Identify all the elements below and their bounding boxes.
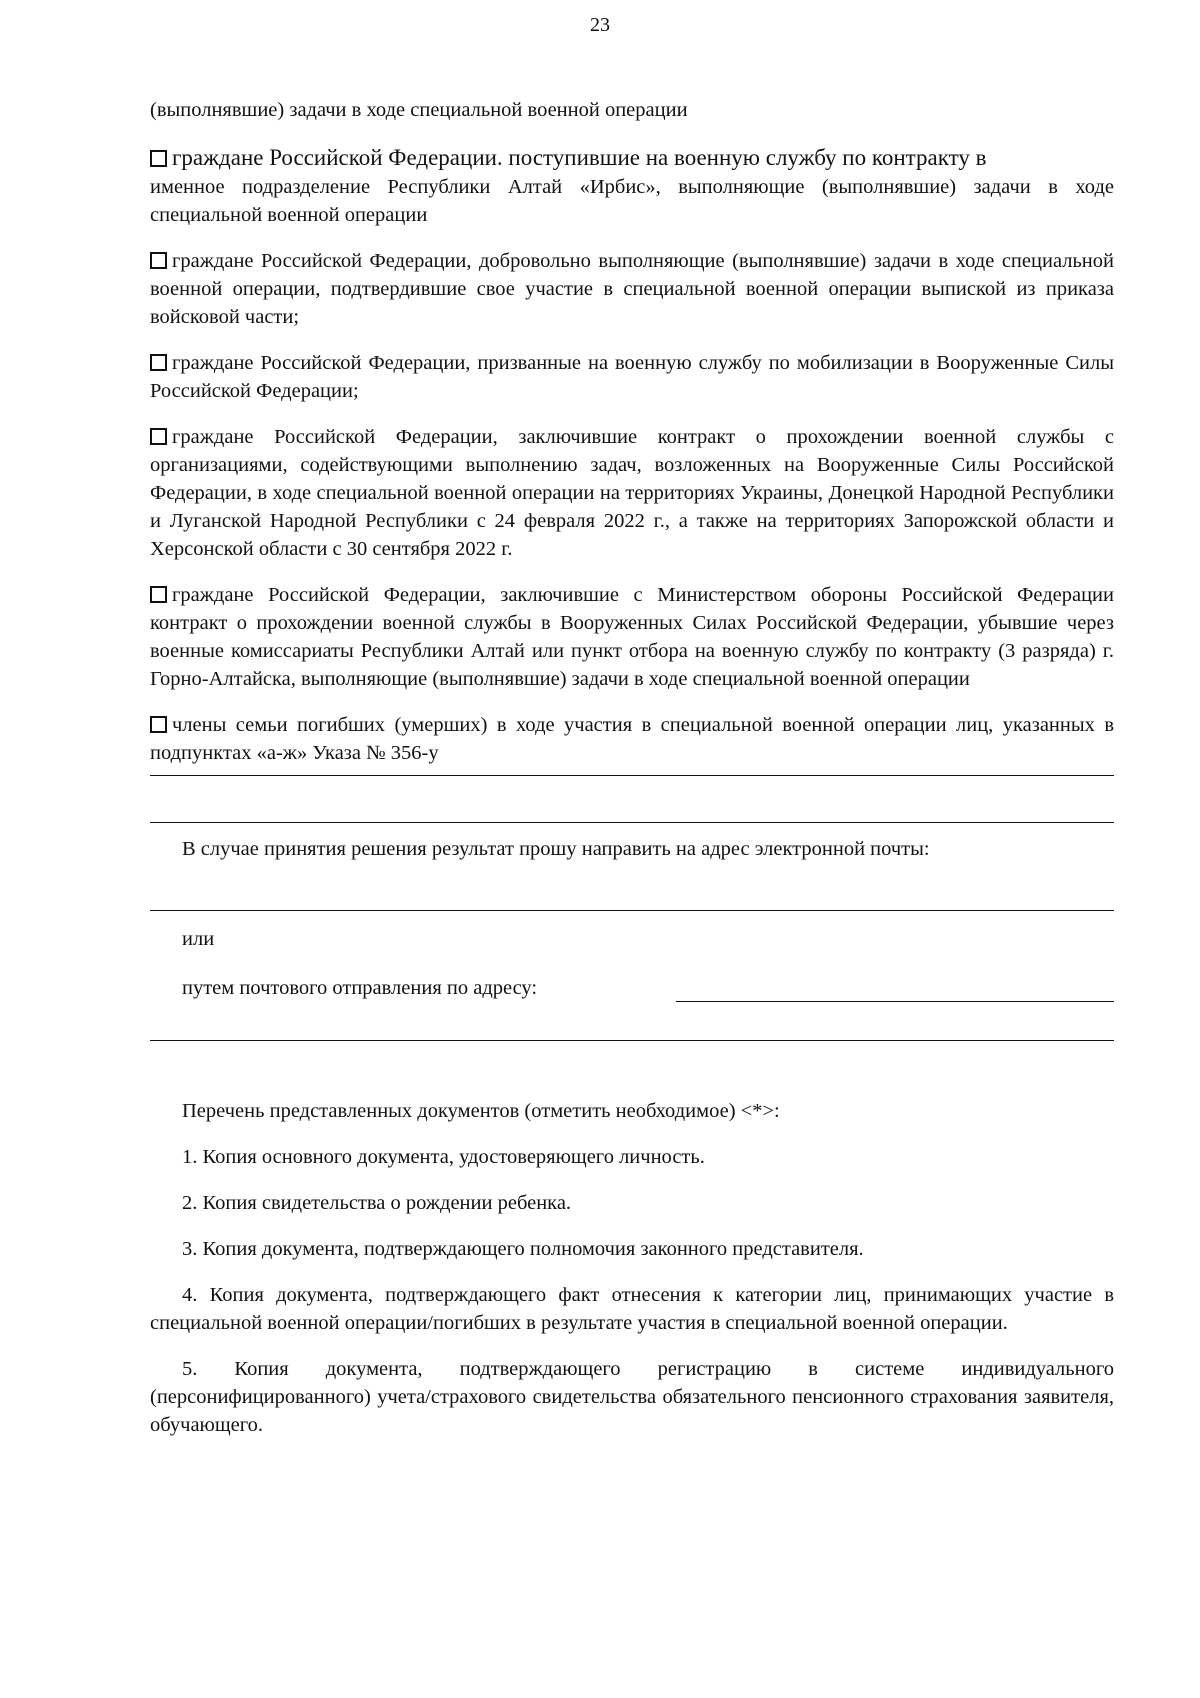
postal-address-field[interactable] [676, 1001, 1114, 1002]
documents-list [150, 1097, 1114, 1439]
checkbox-item-irbis [150, 144, 1114, 229]
checkbox-item-irbis-line1: граждане Российской Федерации. поступившие на военную службу по контракту в [172, 145, 987, 170]
blank-line-1[interactable] [150, 775, 1114, 776]
checkbox-contract-organizations[interactable] [150, 428, 167, 445]
postal-address-line-2[interactable] [150, 1040, 1114, 1041]
checkbox-irbis[interactable] [150, 150, 167, 167]
checkbox-mobilized[interactable] [150, 354, 167, 371]
checkbox-item-ministry-contract-text: граждане Российской Федерации, заключившие с Министерством обороны Российской Федерации контракт о прохождении военной службы в Вооруженных Силах Российской Федерации, убывшие через военные комиссариаты Республики Алтай или пункт отбора на военную службу по контракту (3 разряда) г. Горно-Алтайска, выполняющие (выполнявшие) задачи в ходе специальной военной операции [150, 584, 1114, 690]
postal-delivery-text: путем почтового отправления по адресу: [182, 977, 538, 999]
checkbox-item-contract-organizations [150, 423, 1114, 563]
checkbox-item-volunteers [150, 247, 1114, 331]
document-body [150, 96, 1114, 1457]
checkbox-item-mobilized-text: граждане Российской Федерации, призванные на военную службу по мобилизации в Вооруженные Силы Российской Федерации; [150, 352, 1114, 402]
postal-address-row [150, 974, 1114, 1002]
checkbox-item-family-members [150, 711, 1114, 767]
checkbox-volunteers[interactable] [150, 252, 167, 269]
document-item: 3. Копия документа, подтверждающего полномочия законного представителя. [182, 1238, 864, 1260]
blank-line-2[interactable] [150, 822, 1114, 823]
checkbox-item-volunteers-text: граждане Российской Федерации, добровольно выполняющие (выполнявшие) задачи в ходе специальной военной операции, подтвердившие свое участие в специальной военной операции выпиской из приказа войсковой части; [150, 250, 1114, 328]
document-item: 2. Копия свидетельства о рождении ребенка. [182, 1192, 572, 1214]
document-item: 5. Копия документа, подтверждающего регистрацию в системе индивидуального (персонифицированного) учета/страхового свидетельства обязательного пенсионного страхования заявителя, обучающего. [150, 1358, 1114, 1436]
checkbox-item-contract-organizations-text: граждане Российской Федерации, заключившие контракт о прохождении военной службы с организациями, содействующими выполнению задач, возложенных на Вооруженные Силы Российской Федерации, в ходе специальной военной операции на территориях Украины, Донецкой Народной Республики и Луганской Народной Республики с 24 февраля 2022 г., а также на территориях Запорожской области и Херсонской области с 30 сентября 2022 г. [150, 426, 1114, 560]
or-text: или [182, 928, 215, 950]
checkbox-item-ministry-contract [150, 581, 1114, 693]
documents-heading: Перечень представленных документов (отметить необходимое) <*>: [182, 1100, 780, 1122]
email-address-field[interactable] [150, 910, 1114, 911]
checkbox-item-family-members-text: члены семьи погибших (умерших) в ходе участия в специальной военной операции лиц, указанных в подпунктах «а-ж» Указа № 356-у [150, 714, 1114, 764]
page-number: 23 [590, 14, 610, 36]
intro-line: (выполнявшие) задачи в ходе специальной военной операции [150, 99, 688, 121]
document-item: 4. Копия документа, подтверждающего факт отнесения к категории лиц, принимающих участие в специальной военной операции/погибших в результате участия в специальной военной операции. [150, 1284, 1114, 1334]
checkbox-item-irbis-text: именное подразделение Республики Алтай «Ирбис», выполняющие (выполнявшие) задачи в ходе специальной военной операции [150, 176, 1114, 226]
checkbox-ministry-contract[interactable] [150, 586, 167, 603]
checkbox-family-members[interactable] [150, 716, 167, 733]
email-delivery-text: В случае принятия решения результат прошу направить на адрес электронной почты: [182, 838, 930, 860]
checkbox-item-mobilized [150, 349, 1114, 405]
document-item: 1. Копия основного документа, удостоверяющего личность. [182, 1146, 705, 1168]
